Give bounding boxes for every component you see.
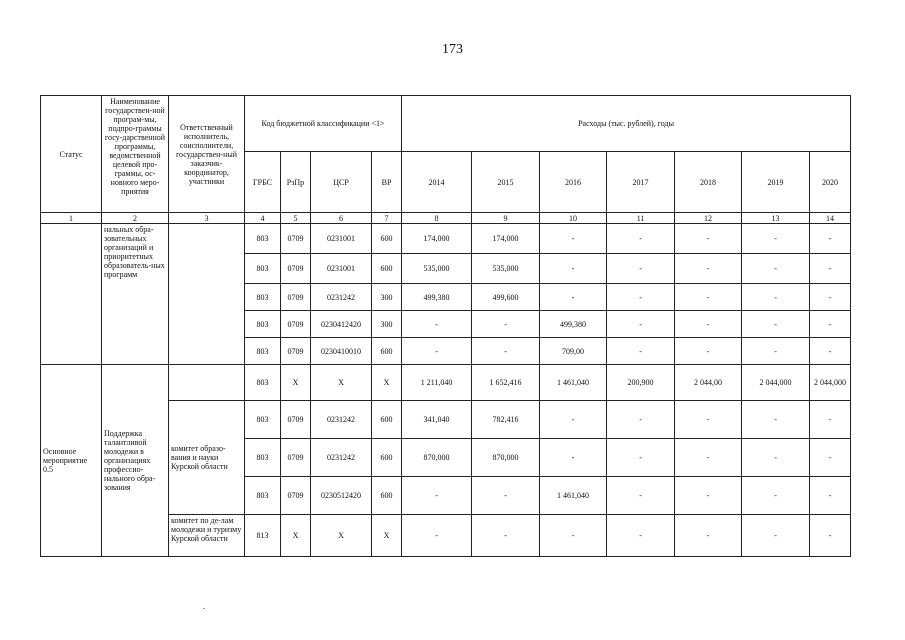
responsible-cell-empty (169, 365, 245, 401)
cell: 0709 (281, 338, 311, 365)
cell: - (675, 338, 742, 365)
cell: - (675, 439, 742, 477)
cell: - (472, 515, 540, 557)
cell: 535,000 (472, 254, 540, 284)
cell: 499,380 (402, 284, 472, 311)
cell: 300 (372, 311, 402, 338)
col-number: 7 (372, 213, 402, 224)
cell: 600 (372, 224, 402, 254)
cell: - (540, 401, 607, 439)
cell: 0231242 (311, 439, 372, 477)
cell: 803 (245, 401, 281, 439)
cell: 499,380 (540, 311, 607, 338)
cell: - (540, 224, 607, 254)
cell: 0231242 (311, 284, 372, 311)
header-responsible: Ответственный исполнитель, соисполнители, государствен-ный заказчик-координатор, участники (169, 96, 245, 213)
cell: 535,000 (402, 254, 472, 284)
cell: - (675, 477, 742, 515)
header-row-1 (41, 96, 851, 152)
cell: - (472, 477, 540, 515)
responsible-cell: комитет образо-вания и науки Курской области (169, 401, 245, 515)
cell: - (810, 284, 851, 311)
cell: - (810, 224, 851, 254)
column-number-row (41, 213, 851, 224)
scan-speck (203, 608, 205, 609)
cell: - (675, 515, 742, 557)
cell: 0709 (281, 224, 311, 254)
col-number: 14 (810, 213, 851, 224)
cell: 1 652,416 (472, 365, 540, 401)
cell: 2 044,00 (675, 365, 742, 401)
cell: 803 (245, 338, 281, 365)
cell: 803 (245, 284, 281, 311)
cell: - (540, 284, 607, 311)
cell: 803 (245, 477, 281, 515)
cell: 0709 (281, 311, 311, 338)
cell: 803 (245, 254, 281, 284)
cell: 174,000 (402, 224, 472, 254)
cell: - (607, 284, 675, 311)
table-row (41, 365, 851, 401)
col-number: 12 (675, 213, 742, 224)
cell: 1 461,040 (540, 477, 607, 515)
program-name-cell: Поддержка талантливой молодежи в организациях профессио-нального обра-зования (102, 365, 169, 557)
header-csr: ЦСР (311, 152, 372, 213)
col-number: 3 (169, 213, 245, 224)
cell: - (607, 254, 675, 284)
header-rzpr: РзПр (281, 152, 311, 213)
cell: - (742, 224, 810, 254)
cell: 600 (372, 439, 402, 477)
cell: - (810, 477, 851, 515)
cell: 813 (245, 515, 281, 557)
cell: - (810, 515, 851, 557)
cell: 782,416 (472, 401, 540, 439)
responsible-cell: комитет по де-лам молодежи и туризму Курской области (169, 515, 245, 557)
cell: 1 461,040 (540, 365, 607, 401)
header-year-2017: 2017 (607, 152, 675, 213)
cell: X (281, 515, 311, 557)
header-vr: ВР (372, 152, 402, 213)
col-number: 9 (472, 213, 540, 224)
cell: 174,000 (472, 224, 540, 254)
cell: 803 (245, 365, 281, 401)
cell: 803 (245, 224, 281, 254)
cell: X (311, 515, 372, 557)
header-year-2020: 2020 (810, 152, 851, 213)
page-number: 173 (442, 42, 463, 57)
cell: - (742, 311, 810, 338)
cell: 341,040 (402, 401, 472, 439)
cell: - (402, 515, 472, 557)
header-status: Статус (41, 96, 102, 213)
cell: 709,00 (540, 338, 607, 365)
header-name: Наименование государствен-ной програм-мы, подпро-граммы госу-дарственной программы, ведомственной целевой про-граммы, ос-новного меро-приятия (102, 96, 169, 213)
cell: 300 (372, 284, 402, 311)
cell: 0709 (281, 284, 311, 311)
cell: - (675, 284, 742, 311)
cell: 0230410010 (311, 338, 372, 365)
cell: 0231242 (311, 401, 372, 439)
header-year-2019: 2019 (742, 152, 810, 213)
cell: - (742, 338, 810, 365)
cell: 0231001 (311, 254, 372, 284)
responsible-cell-empty (169, 224, 245, 365)
cell: 0230512420 (311, 477, 372, 515)
header-year-2016: 2016 (540, 152, 607, 213)
cell: - (607, 477, 675, 515)
cell: 870,000 (472, 439, 540, 477)
cell: - (742, 401, 810, 439)
status-cell-empty (41, 224, 102, 365)
col-number: 4 (245, 213, 281, 224)
cell: - (742, 254, 810, 284)
cell: - (402, 311, 472, 338)
col-number: 1 (41, 213, 102, 224)
cell: 499,600 (472, 284, 540, 311)
cell: 600 (372, 338, 402, 365)
cell: - (607, 439, 675, 477)
header-grbs: ГРБС (245, 152, 281, 213)
cell: 0709 (281, 439, 311, 477)
budget-table (40, 95, 851, 557)
cell: - (607, 515, 675, 557)
col-number: 5 (281, 213, 311, 224)
cell: - (810, 439, 851, 477)
cell: - (810, 338, 851, 365)
cell: - (540, 439, 607, 477)
cell: - (810, 401, 851, 439)
header-year-2018: 2018 (675, 152, 742, 213)
cell: - (675, 254, 742, 284)
cell: - (607, 338, 675, 365)
cell: - (402, 477, 472, 515)
col-number: 8 (402, 213, 472, 224)
cell: X (311, 365, 372, 401)
cell: 803 (245, 311, 281, 338)
cell: 600 (372, 401, 402, 439)
table-row (41, 224, 851, 254)
cell: - (675, 224, 742, 254)
cell: 0709 (281, 477, 311, 515)
cell: - (472, 338, 540, 365)
cell: - (402, 338, 472, 365)
cell: 2 044,000 (810, 365, 851, 401)
col-number: 11 (607, 213, 675, 224)
cell: 870,000 (402, 439, 472, 477)
program-name-cell: нальных обра-зовательных организаций и приоритетных образователь-ных программ (102, 224, 169, 365)
cell: 200,900 (607, 365, 675, 401)
header-code-group: Код бюджетной классификации <1> (245, 96, 402, 152)
header-year-2014: 2014 (402, 152, 472, 213)
cell: - (742, 439, 810, 477)
cell: 0230412420 (311, 311, 372, 338)
cell: - (742, 284, 810, 311)
status-cell: Основное мероприятие 0.5 (41, 365, 102, 557)
header-expenses-group: Расходы (тыс. рублей), годы (402, 96, 851, 152)
cell: X (372, 515, 402, 557)
cell: - (810, 311, 851, 338)
cell: 0709 (281, 401, 311, 439)
cell: X (281, 365, 311, 401)
cell: 600 (372, 477, 402, 515)
cell: - (742, 477, 810, 515)
cell: - (742, 515, 810, 557)
header-year-2015: 2015 (472, 152, 540, 213)
cell: - (472, 311, 540, 338)
cell: - (607, 401, 675, 439)
col-number: 6 (311, 213, 372, 224)
col-number: 2 (102, 213, 169, 224)
cell: 1 211,040 (402, 365, 472, 401)
cell: 0231001 (311, 224, 372, 254)
cell: - (540, 515, 607, 557)
cell: - (607, 224, 675, 254)
col-number: 13 (742, 213, 810, 224)
col-number: 10 (540, 213, 607, 224)
cell: 0709 (281, 254, 311, 284)
cell: - (675, 311, 742, 338)
cell: - (607, 311, 675, 338)
cell: 803 (245, 439, 281, 477)
cell: - (540, 254, 607, 284)
cell: - (675, 401, 742, 439)
cell: - (810, 254, 851, 284)
cell: 600 (372, 254, 402, 284)
cell: X (372, 365, 402, 401)
cell: 2 044,000 (742, 365, 810, 401)
